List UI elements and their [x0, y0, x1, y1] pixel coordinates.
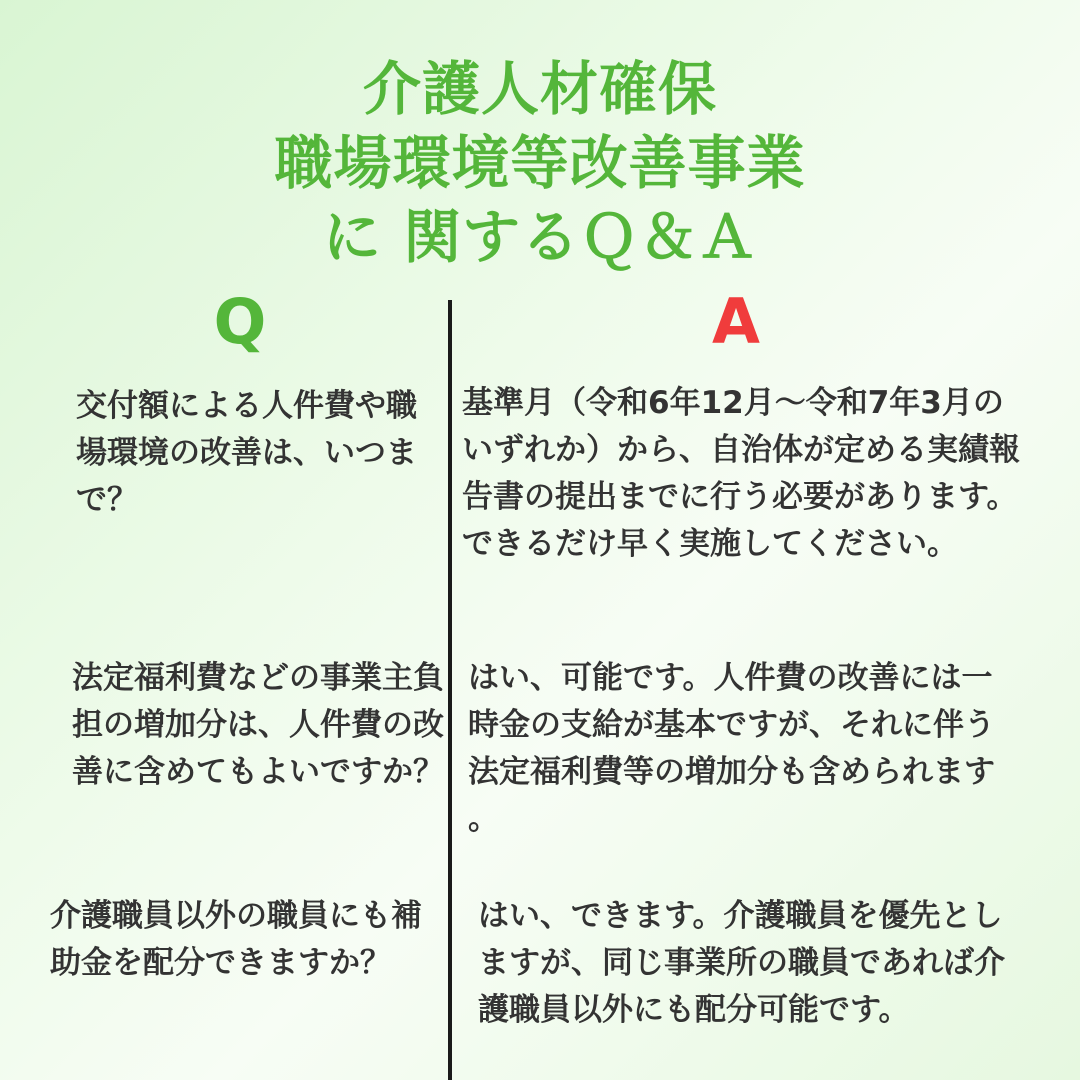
answer-3: はい、できます。介護職員を優先としますが、同じ事業所の職員であれば介護職員以外にも配分可能です。 — [478, 898, 1005, 1028]
question-3: 介護職員以外の職員にも補助金を配分できますか？ — [50, 898, 422, 981]
answer-1: 基準月（令和6年12月～令和7年3月のいずれか）から、自治体が定める実績報告書の提出までに行う必要があります。できるだけ早く実施してください。 — [462, 385, 1020, 562]
title-line-2: 職場環境等改善事業 — [274, 129, 806, 197]
question-2: 法定福利費などの事業主負担の増加分は、人件費の改善に含めてもよいですか？ — [72, 660, 444, 790]
answer-2: はい、可能です。人件費の改善には一時金の支給が基本ですが、それに伴う法定福利費等の増加分も含められます。 — [468, 660, 995, 837]
question-column-header: Q — [213, 285, 267, 358]
question-1: 交付額による人件費や職場環境の改善は、いつまで？ — [76, 388, 417, 518]
title-line-1: 介護人材確保 — [362, 55, 717, 123]
column-divider — [448, 300, 452, 1080]
page-title — [0, 52, 1080, 274]
answer-column-header: A — [712, 285, 760, 358]
title-line-3: に 関するＱ＆Ａ — [322, 203, 758, 271]
